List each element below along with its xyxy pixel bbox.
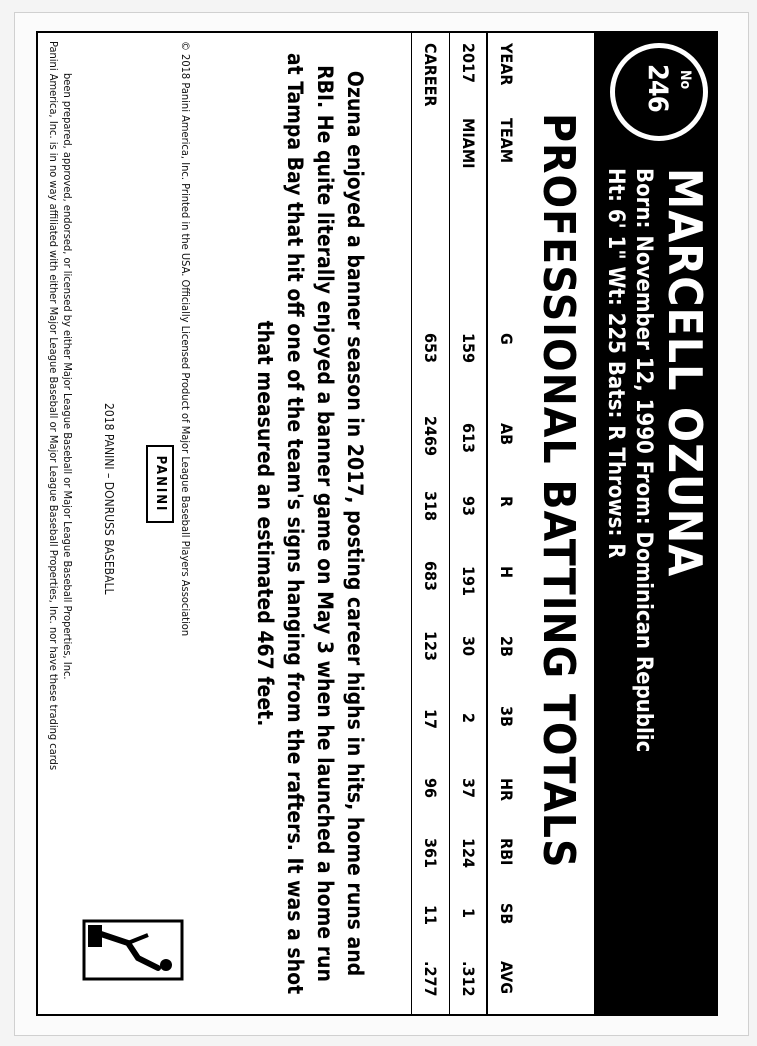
baseball-icon <box>610 43 708 141</box>
stats-divider <box>449 33 450 1014</box>
cell-g: 159 <box>459 333 478 364</box>
cell-2b: 123 <box>421 631 440 662</box>
col-header-rbi: RBI <box>497 838 516 866</box>
players-association-logo-icon <box>78 913 188 993</box>
bio-line: RBI. He quite literally enjoyed a banner game on May 3 when he launched a home run <box>313 65 337 982</box>
card-number-label: No <box>677 70 693 90</box>
card-number: 246 <box>642 64 673 112</box>
cell-h: 683 <box>421 561 440 592</box>
col-header-ab: AB <box>497 423 516 446</box>
cell-3b: 2 <box>459 713 478 724</box>
cell-year: 2017 <box>459 43 478 84</box>
cell-sb: 1 <box>459 908 478 919</box>
player-bio <box>250 41 370 1006</box>
cell-avg: .312 <box>459 961 478 997</box>
player-name: MARCELL OZUNA <box>658 168 712 578</box>
cell-r: 318 <box>421 491 440 522</box>
col-header-3b: 3B <box>497 706 516 727</box>
series-text: 2018 PANINI – DONRUSS BASEBALL <box>102 403 116 595</box>
cell-rbi: 124 <box>459 838 478 869</box>
stats-divider <box>486 33 488 1014</box>
cell-rbi: 361 <box>421 838 440 869</box>
legal-line: been prepared, approved, endorsed, or licensed by either Major League Baseball or Major League Baseball Properties, Inc. <box>61 73 74 680</box>
cell-sb: 11 <box>421 905 440 926</box>
stats-row-career <box>414 33 444 1014</box>
stats-divider <box>411 33 412 1014</box>
born-line: Born: November 12, 1990 From: Dominican Republic <box>631 168 656 753</box>
player-header <box>594 33 716 1014</box>
cell-g: 653 <box>421 333 440 364</box>
cell-year: CAREER <box>421 43 440 107</box>
cell-ab: 2469 <box>421 416 440 457</box>
col-header-avg: AVG <box>497 961 516 995</box>
bio-line: at Tampa Bay that hit off one of the team's signs hanging from the rafters. It was a shot <box>283 52 307 995</box>
legal-area <box>36 33 196 1014</box>
legal-line: © 2018 Panini America, Inc. Printed in the USA. Officially Licensed Product of Major League Baseball Players Association <box>179 41 192 637</box>
stats-table <box>370 33 520 1014</box>
col-header-r: R <box>497 496 516 508</box>
col-header-hr: HR <box>497 778 516 802</box>
stats-header-row <box>490 33 520 1014</box>
height-weight-line: Ht: 6' 1" Wt: 225 Bats: R Throws: R <box>603 168 628 559</box>
col-header-team: TEAM <box>497 118 516 164</box>
col-header-sb: SB <box>497 903 516 925</box>
cell-h: 191 <box>459 566 478 597</box>
legal-line: Panini America, Inc. is in no way affiliated with either Major League Baseball or Major League Baseball Properties, Inc. nor have these trading cards <box>47 41 60 771</box>
cell-r: 93 <box>459 496 478 517</box>
panini-logo: PANINI <box>146 445 174 523</box>
col-header-h: H <box>497 566 516 579</box>
card-stage <box>36 31 718 1016</box>
cell-team: MIAMI <box>459 118 478 169</box>
stats-title: PROFESSIONAL BATTING TOTALS <box>533 113 584 869</box>
bio-line: that measured an estimated 467 feet. <box>253 320 277 727</box>
cell-hr: 37 <box>459 778 478 799</box>
card-back <box>36 31 718 1016</box>
cell-2b: 30 <box>459 636 478 657</box>
col-header-2b: 2B <box>497 636 516 657</box>
cell-avg: .277 <box>421 961 440 997</box>
cell-3b: 17 <box>421 709 440 730</box>
stats-row-2017 <box>452 33 482 1014</box>
cell-hr: 96 <box>421 778 440 799</box>
cell-ab: 613 <box>459 423 478 454</box>
bio-line: Ozuna enjoyed a banner season in 2017, posting career highs in hits, home runs and <box>343 70 367 977</box>
col-header-g: G <box>497 333 516 345</box>
col-header-year: YEAR <box>497 43 516 86</box>
